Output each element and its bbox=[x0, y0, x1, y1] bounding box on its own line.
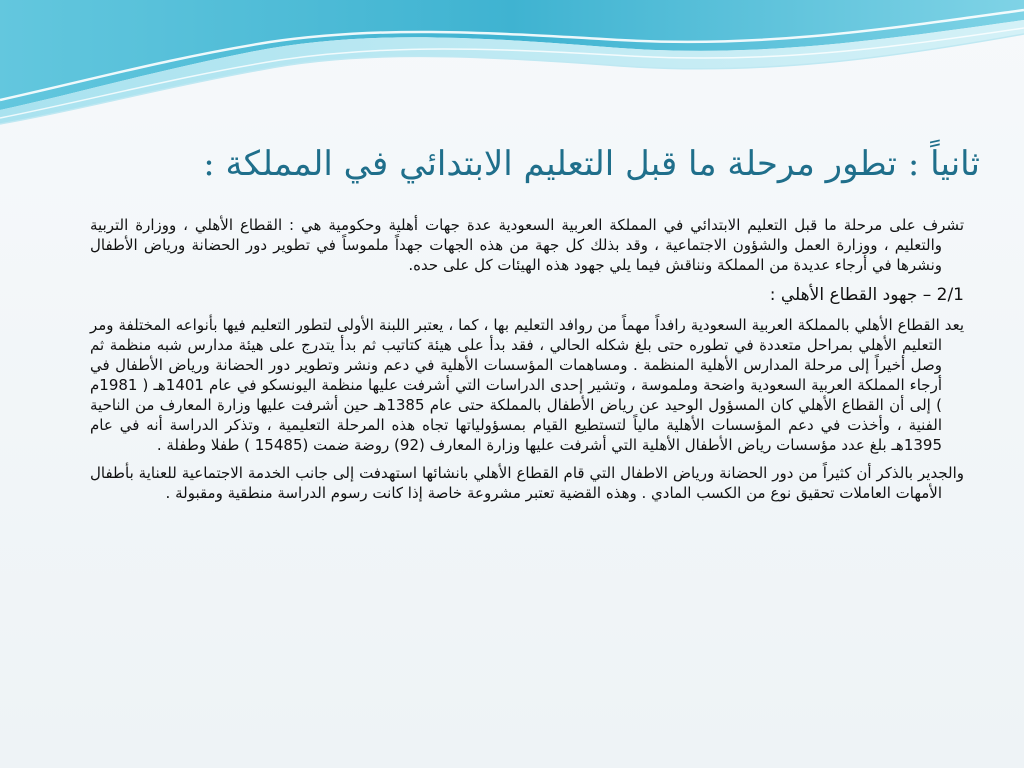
body-paragraph-intro: تشرف على مرحلة ما قبل التعليم الابتدائي في المملكة العربية السعودية عدة جهات أهلية وحكومية هي : القطاع الأهلي ، ووزارة التربية والتعليم ، ووزارة العمل والشؤون الاجتماعية ، وقد بذلك كل جهة من هذه الجهات جهداً ملموساً في تطوير دور الحضانة ورياض الأطفال ونشرها في أرجاء عديدة من المملكة ونناقش فيما يلي جهود هذه الهيئات كل على حده. bbox=[90, 216, 964, 274]
slide-body bbox=[90, 215, 964, 511]
section-heading: 2/1 – جهود القطاع الأهلي : bbox=[769, 285, 964, 305]
slide-title: ثانياً : تطور مرحلة ما قبل التعليم الابتدائي في المملكة : bbox=[203, 144, 980, 184]
body-paragraph-private-sector: يعد القطاع الأهلي بالمملكة العربية السعودية رافداً مهماً من روافد التعليم بها ، كما ، يعتبر اللبنة الأولى لتطور التعليم فيها بأنواعه المختلفة ومر التعليم الأهلي بمراحل متعددة في تطوره حتى بلغ شكله الحالي ، فقد بدأ على هيئة كتاتيب ثم بدأ يتدرج على هيئة مدارس شبه منظمة ثم وصل أخيراً إلى مرحلة المدارس الأهلية المنظمة . ومساهمات المؤسسات الأهلية في دعم ونشر وتطوير دور الحضانة ورياض الأطفال في أرجاء المملكة العربية السعودية واضحة وملموسة ، وتشير إحدى الدراسات التي أشرفت عليها منظمة اليونسكو في عام 1401هـ ( 1981م ) إلى أن القطاع الأهلي كان المسؤول الوحيد عن رياض الأطفال بالمملكة حتى عام 1385هـ حين أشرفت عليها وزارة المعارف من الناحية الفنية ، وأخذت في دعم المؤسسات الأهلية مالياً لتستطيع القيام بمسؤولياتها تجاه هذه المرحلة التعليمية ، وتذكر الدراسة أنه في عام 1395هـ بلغ عدد مؤسسات رياض الأطفال الأهلية التي أشرفت عليها وزارة المعارف (92) روضة ضمت (15485 ) طفلا وطفلة . bbox=[90, 316, 964, 454]
body-paragraph-note: والجدير بالذكر أن كثيراً من دور الحضانة ورياض الاطفال التي قام القطاع الأهلي بانشائها استهدفت إلى جانب الخدمة الاجتماعية للعناية بأطفال الأمهات العاملات تحقيق نوع من الكسب المادي . وهذه القضية تعتبر مشروعة خاصة إذا كانت رسوم الدراسة منطقية ومقبولة . bbox=[90, 464, 964, 502]
decorative-waves-header bbox=[0, 0, 1024, 130]
